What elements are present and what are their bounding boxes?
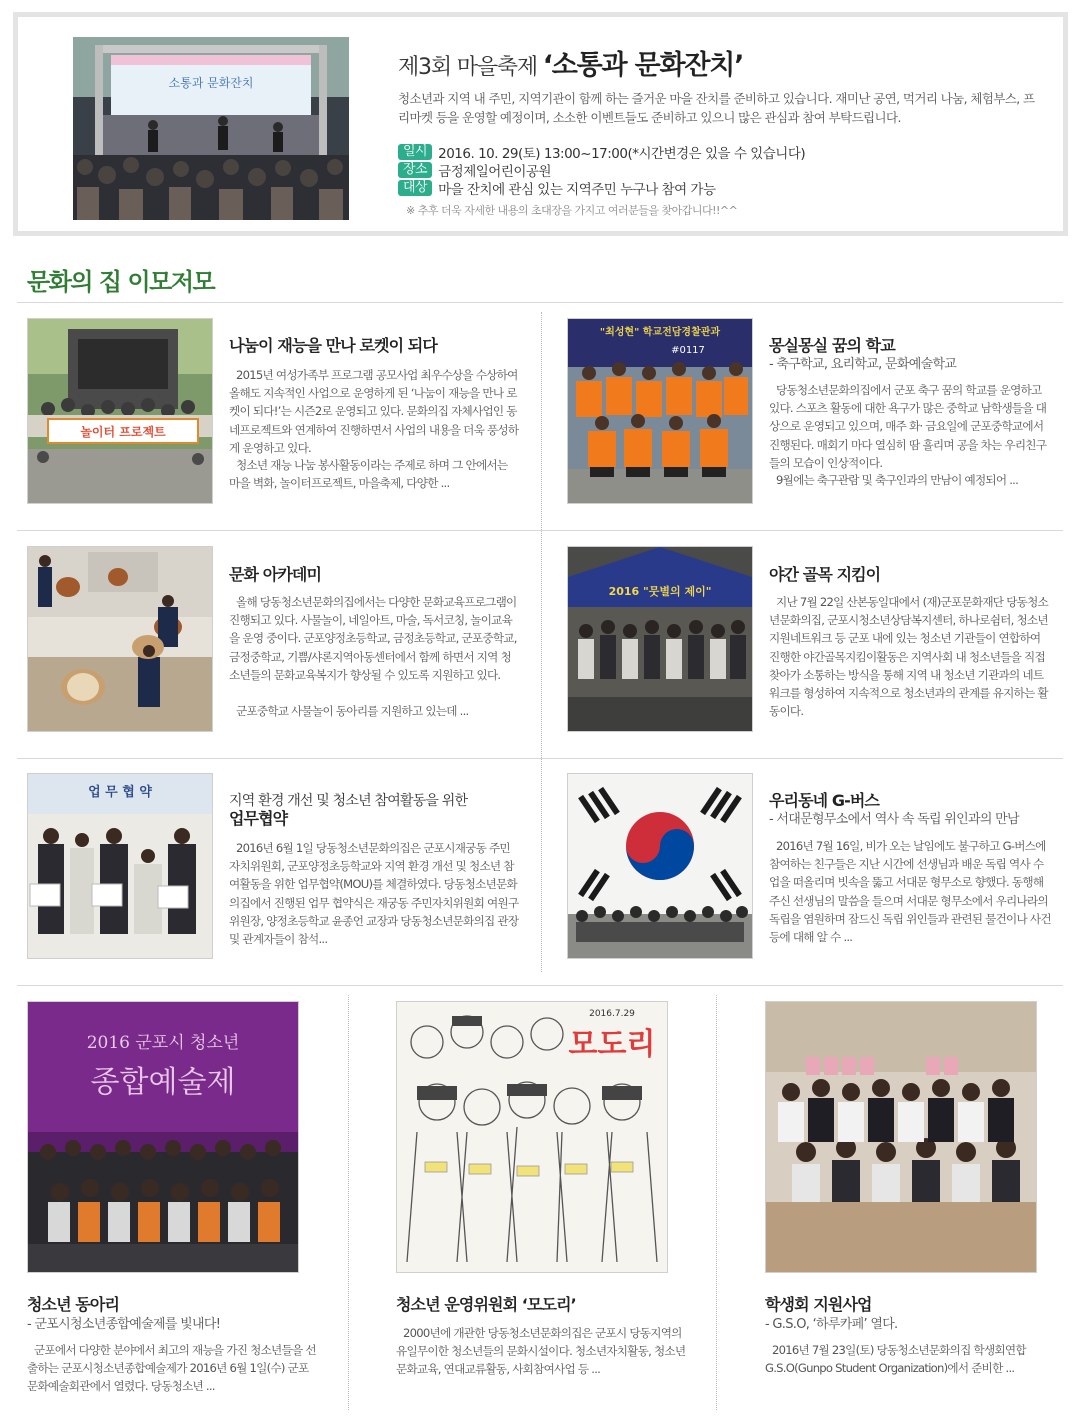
item-title: 학생회 지원사업 (765, 1295, 872, 1314)
divider (17, 530, 1063, 531)
festival-description: 청소년과 지역 내 주민, 지역기관이 함께 하는 즐거운 마을 잔치를 준비하고 있습니다. 재미난 공연, 먹거리 나눔, 체험부스, 프리마켓 등을 운영할 예정이며, 소소한 이벤트들도 준비하고 있으니 많은 관심과 참여 부탁드립니다. (398, 91, 1035, 125)
info-text: 금정제일어린이공원 (438, 164, 551, 180)
festival-title-main: ‘소통과 문화잔치’ (542, 50, 744, 81)
item-body: 당동청소년문화의집에서 군포 축구 꿈의 학교를 운영하고 있다. 스포츠 활동에 대한 욕구가 많은 중학교 남학생들을 대상으로 운영되고 있으며, 매주 화· 금요일에 군포중학교에서 진행된다. 매회기 마다 열심히 땀 흘리며 공을 차는 우리친구들의 모습이 인상적이다. (769, 383, 1047, 470)
item-body-2: 군포중학교 사물놀이 동아리를 지원하고 있는데 ... (236, 704, 469, 718)
item-body: 2016년 7월 16일, 비가 오는 날임에도 불구하고 G-버스에 참여하는 친구들은 지난 시간에 선생님과 배운 독립 역사 수업을 떠올리며 빗속을 뚫고 서대문 형무소로 향했다. 동행해주신 선생님의 말씀을 들으며 서대문 형무소에서 우리나라의 독립을 염원하며 잠드신 독립 위인들과 관련된 물건이나 사건 등에 대해 알 수 ... (769, 839, 1051, 945)
item-photo-mou (27, 773, 213, 959)
item-photo-g-bus (567, 773, 753, 959)
item-subtitle: - 군포시청소년종합예술제를 빛내다! (27, 1317, 221, 1332)
festival-banner (13, 12, 1068, 236)
item-title: 청소년 운영위원회 ‘모도리’ (396, 1295, 576, 1314)
divider (17, 985, 1063, 986)
item-title: 야간 골목 지킴이 (769, 565, 881, 584)
night-watch-banner-text: 2016 "뭇별의 제이" (608, 585, 712, 598)
item-photo-student-council (765, 1001, 1037, 1273)
festival-title-prefix: 제3회 마을축제 (398, 55, 537, 80)
column-divider (716, 995, 717, 1410)
column-divider (348, 995, 349, 1410)
modori-title-text: 모도리 (568, 1027, 656, 1062)
item-subtitle: - G.S.O, ‘하루카페’ 열다. (765, 1317, 898, 1332)
mou-banner-text: 업 무 협 약 (88, 785, 152, 800)
item-body: 군포에서 다양한 분야에서 최고의 재능을 가진 청소년들을 선출하는 군포시청소년종합예술제가 2016년 6월 1일(수) 군포문화예술회관에서 열렸다. 당동청소년 ... (27, 1343, 316, 1394)
club-banner-text: 2016 군포시 청소년 (86, 1033, 240, 1053)
item-body: 지난 7월 22일 산본동일대에서 (재)군포문화재단 당동청소년문화의집, 군포시청소년상담복지센터, 하나로쉼터, 청소년지원네트워크 등 군포 내에 있는 청소년 기관들이 연합하여 진행한 야간골목지킴이활동은 지역사회 내 청소년들을 직접 찾아가 소통하는 방식을 통해 지역 내 청소년 기관과의 네트워크를 형성하여 지속적으로 청소년과의 관계를 유지하는 활동이다. (769, 595, 1048, 719)
divider (17, 302, 1063, 303)
festival-banner-text: 소통과 문화잔치 (168, 76, 254, 90)
item-body-2: 9월에는 축구관람 및 축구인과의 만남이 예정되어 ... (776, 473, 1019, 487)
item-photo-dream-school (567, 318, 753, 504)
item-body: 2000년에 개관한 당동청소년문화의집은 군포시 당동지역의 유일무이한 청소년들의 문화시설이다. 청소년자치활동, 청소년문화교육, 연대교류활동, 사회참여사업 등 ... (396, 1326, 686, 1377)
item-title: 나눔이 재능을 만나 로켓이 되다 (229, 336, 437, 355)
item-subtitle: - 축구학교, 요리학교, 문화예술학교 (769, 357, 957, 372)
item-photo-night-watch (567, 546, 753, 732)
info-text: 2016. 10. 29(토) 13:00~17:00(*시간변경은 있을 수 있습니다) (438, 146, 806, 162)
item-subtitle: - 서대문형무소에서 역사 속 독립 위인과의 만남 (769, 812, 1019, 827)
dream-school-banner-text: "최성현" 학교전담경찰관과 (599, 327, 721, 338)
info-tag: 장소 (398, 162, 432, 178)
item-photo-rocket (27, 318, 213, 504)
item-title: 청소년 동아리 (27, 1295, 120, 1314)
info-text: 마을 잔치에 관심 있는 지역주민 누구나 참여 가능 (438, 182, 716, 198)
dream-school-banner-number: #0117 (671, 345, 705, 356)
item-photo-academy (27, 546, 213, 732)
festival-title (398, 43, 743, 82)
item-body: 2015년 여성가족부 프로그램 공모사업 최우수상을 수상하여 올해도 지속적인 사업으로 운영하게 된 ‘나눔이 재능을 만나 로켓이 되다!’는 시즌2로 운영되고 있다. 문화의집 자체사업인 동네프로젝트와 연계하여 진행하면서 사업의 내용을 더욱 풍성하게 운영하고 있다. (229, 368, 519, 455)
item-body: 올해 당동청소년문화의집에서는 다양한 문화교육프로그램이 진행되고 있다. 사물놀이, 네일아트, 마술, 독서코칭, 놀이교육을 운영 중이다. 군포양정초등학교, 금정초등학교, 군포중학교, 금정중학교, 기쁨/샤론지역아동센터에서 함께 하면서 지역 청소년들의 문화교육복지가 향상될 수 있도록 지원하고 있다. (229, 595, 517, 682)
item-body: 2016년 6월 1일 당동청소년문화의집은 군포시재궁동 주민자치위원회, 군포양정초등학교와 지역 환경 개선 및 청소년 참여활동을 위한 업무협약(MOU)를 체결하였다. 당동청소년문화의집에서 진행된 업무 협약식은 재궁동 주민자치위원회 여원구위원장, 양정초등학교 윤종언 교장과 당동청소년문화의집 관장 및 관계자들이 참석... (229, 841, 519, 947)
item-title: 몽실몽실 꿈의 학교 (769, 336, 895, 355)
item-title: 업무협약 (229, 809, 288, 828)
modori-date-text: 2016.7.29 (589, 1009, 635, 1019)
item-title: 문화 아카데미 (229, 565, 322, 584)
column-divider (541, 312, 542, 972)
info-tag: 대상 (398, 180, 432, 196)
item-title: 우리동네 G-버스 (769, 791, 879, 810)
festival-photo (73, 37, 349, 220)
item-photo-club (27, 1001, 299, 1273)
item-photo-modori (396, 1001, 668, 1273)
item-body: 2016년 7월 23일(토) 당동청소년문화의집 학생회연합 G.S.O(Gunpo Student Organization)에서 준비한 ... (765, 1343, 1026, 1376)
divider (17, 758, 1063, 759)
rocket-banner-text: 놀이터 프로젝트 (80, 425, 166, 439)
festival-info-target (398, 178, 715, 198)
festival-note: ※ 추후 더욱 자세한 내용의 초대장을 가지고 여러분들을 찾아갑니다!!^^ (406, 204, 738, 217)
section-title: 문화의 집 이모저모 (27, 268, 215, 296)
info-tag: 일시 (398, 144, 432, 160)
item-body-2: 청소년 재능 나눔 봉사활동이라는 주제로 하며 그 안에서는 마을 벽화, 놀이터프로젝트, 마을축제, 다양한 ... (229, 458, 508, 491)
item-title-prefix: 지역 환경 개선 및 청소년 참여활동을 위한 (229, 793, 468, 809)
festival-info-date (398, 142, 805, 162)
festival-info-place (398, 160, 551, 180)
club-banner-text-2: 종합예술제 (90, 1065, 236, 1100)
